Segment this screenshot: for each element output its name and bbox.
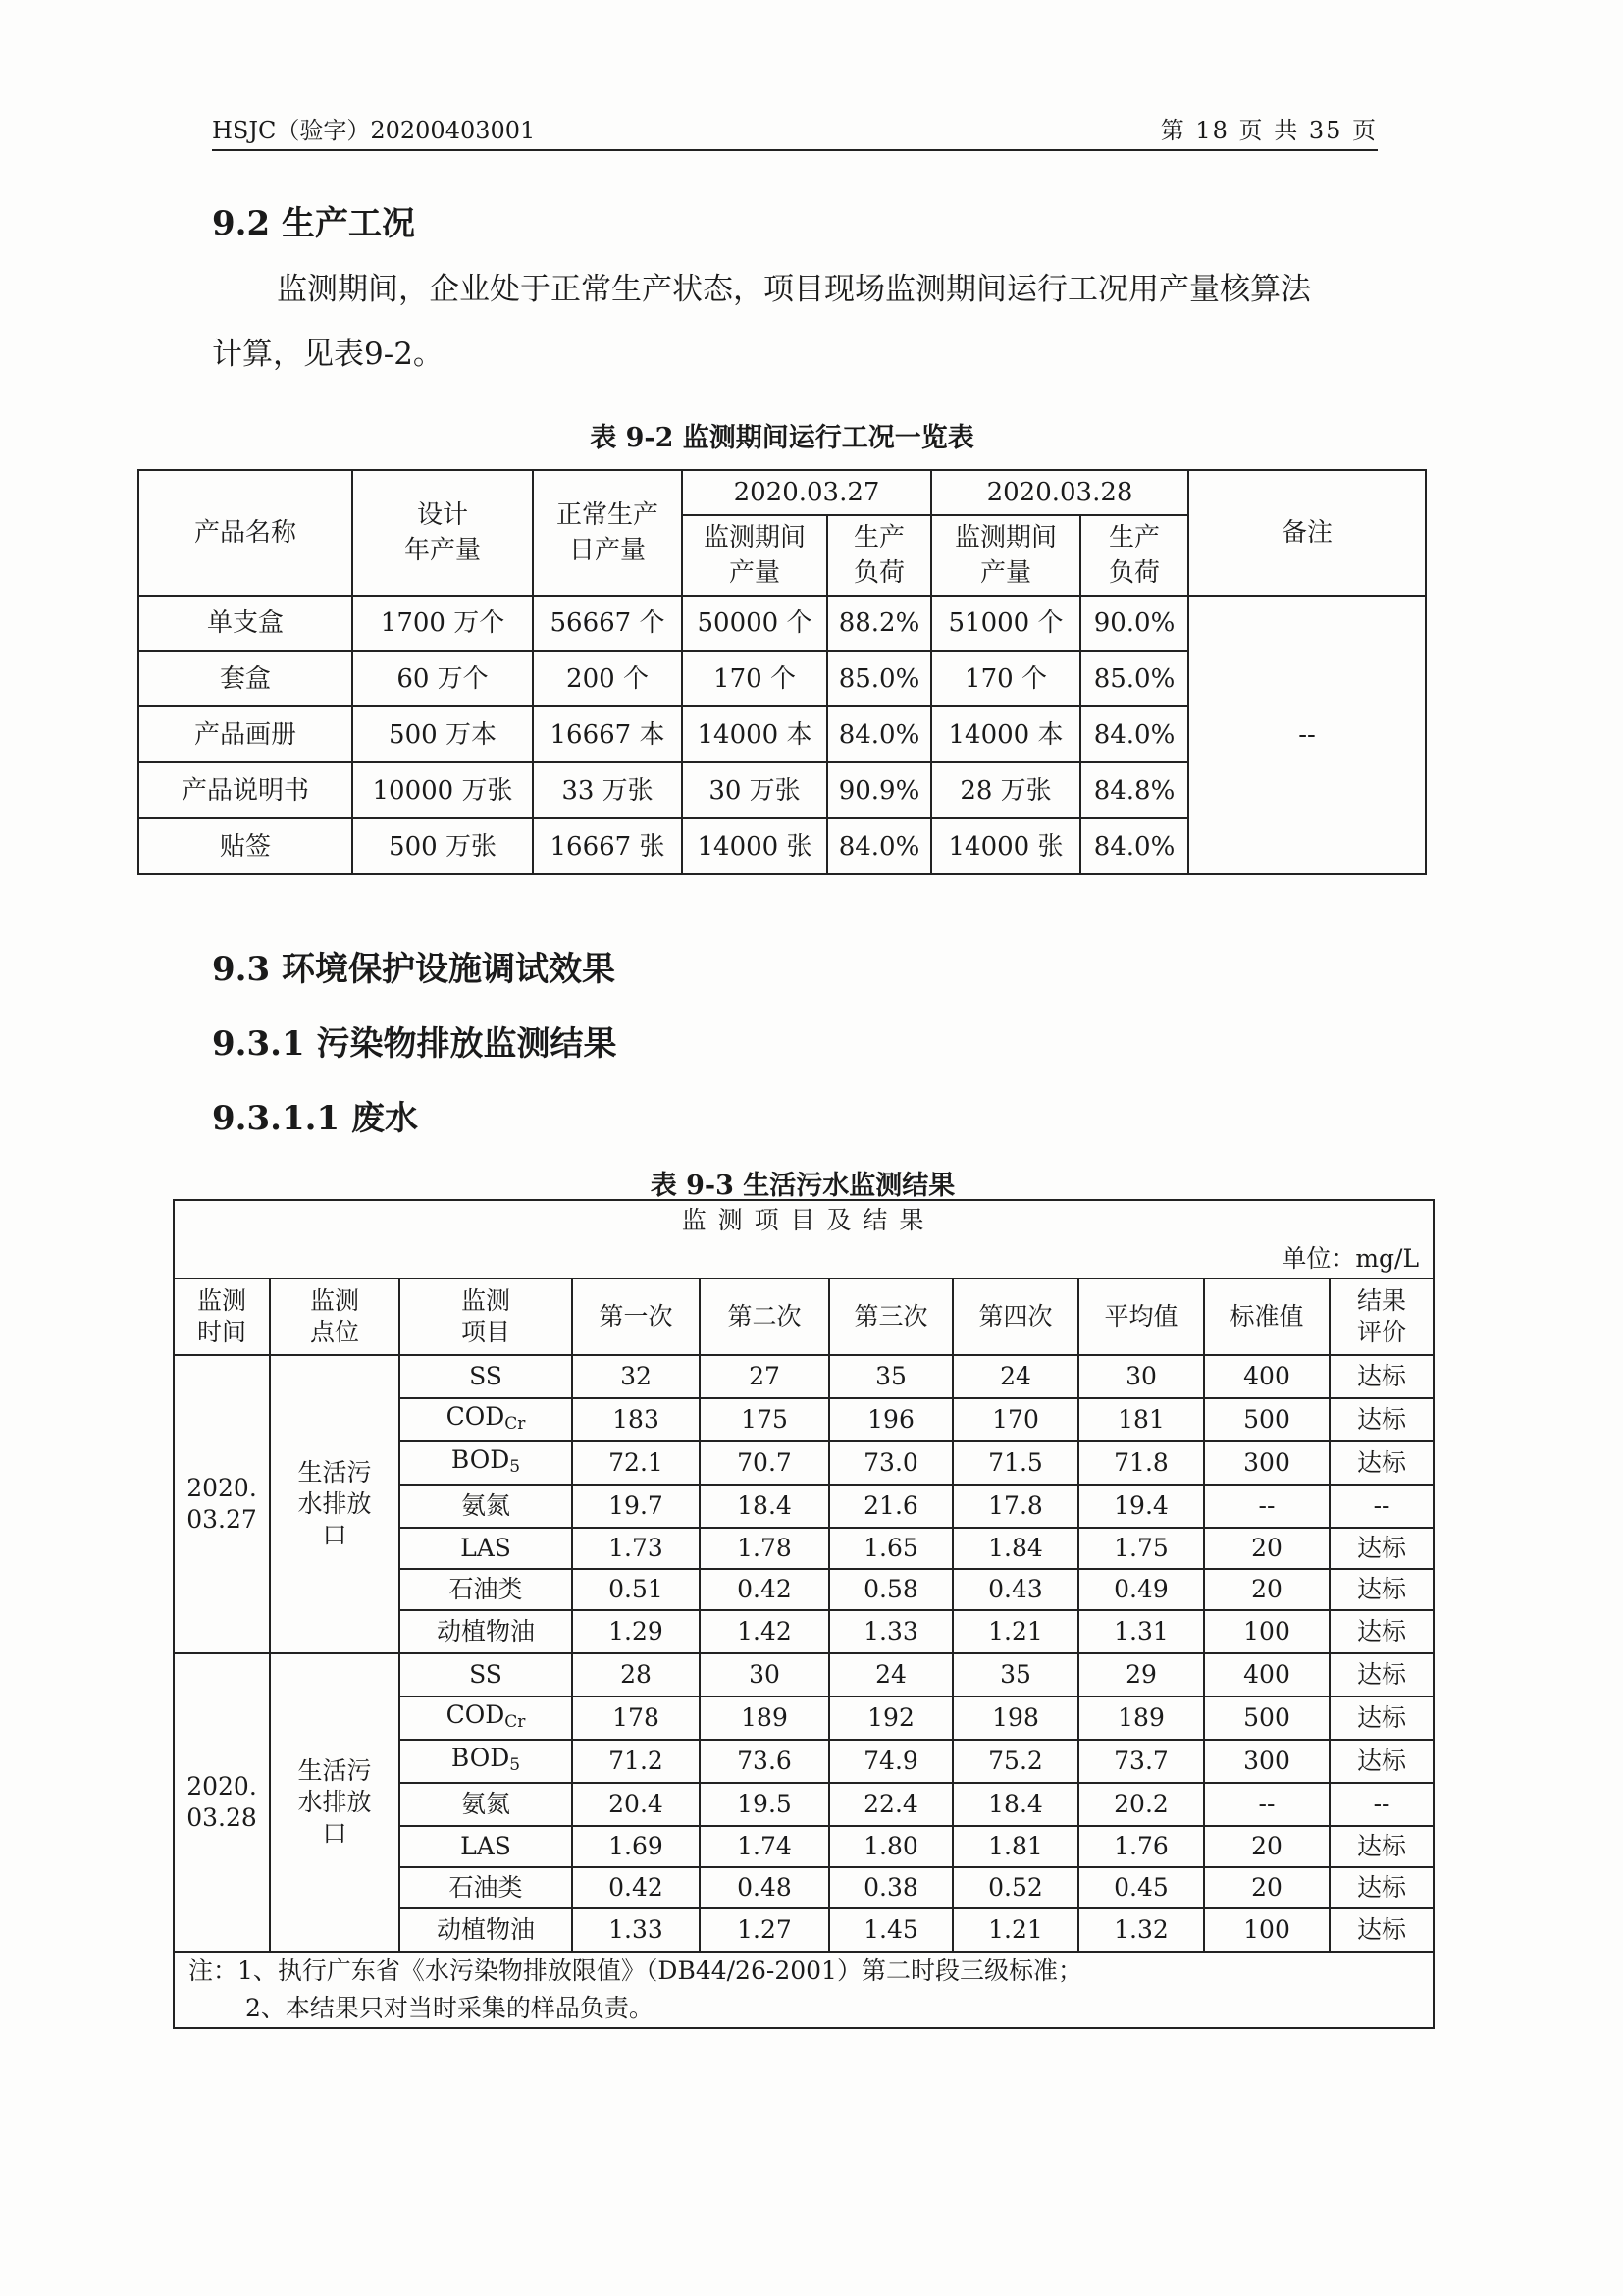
cell-second: 0.48 xyxy=(700,1867,829,1908)
item-name: 动植物油 xyxy=(436,1617,535,1645)
cell-fourth: 170 xyxy=(953,1398,1078,1441)
cell-second: 0.42 xyxy=(700,1569,829,1610)
header-point: 监测 点位 xyxy=(270,1278,399,1355)
table-9-3 xyxy=(173,1199,1435,2029)
cell-second: 1.74 xyxy=(700,1826,829,1867)
cell-first: 1.33 xyxy=(572,1908,700,1952)
header-third: 第三次 xyxy=(829,1278,953,1355)
cell-third: 192 xyxy=(829,1696,953,1740)
cell-product: 产品说明书 xyxy=(138,762,352,818)
item-subscript: 5 xyxy=(509,1456,521,1477)
cell-standard: 20 xyxy=(1204,1528,1330,1569)
cell-second: 1.78 xyxy=(700,1528,829,1569)
cell-second: 27 xyxy=(700,1355,829,1398)
cell-fourth: 1.81 xyxy=(953,1826,1078,1867)
paragraph-line-1: 监测期间，企业处于正常生产状态，项目现场监测期间运行工况用产量核算法 xyxy=(277,272,1311,307)
header-second: 第二次 xyxy=(700,1278,829,1355)
unit-label: 单位：mg/L xyxy=(174,1239,1434,1278)
table-9-3-caption: 表 9-3 生活污水监测结果 xyxy=(650,1171,956,1201)
cell-first: 20.4 xyxy=(572,1783,700,1826)
header-first: 第一次 xyxy=(572,1278,700,1355)
cell-fourth: 198 xyxy=(953,1696,1078,1740)
cell-design: 500 万本 xyxy=(352,706,533,762)
cell-design: 60 万个 xyxy=(352,651,533,706)
item-subscript: Cr xyxy=(504,1413,526,1434)
cell-average: 189 xyxy=(1078,1696,1204,1740)
cell-load-1: 85.0% xyxy=(827,651,931,706)
cell-remark: -- xyxy=(1188,596,1426,874)
cell-fourth: 1.84 xyxy=(953,1528,1078,1569)
header-output-1: 监测期间 产量 xyxy=(682,515,827,596)
cell-average: 20.2 xyxy=(1078,1783,1204,1826)
cell-first: 1.73 xyxy=(572,1528,700,1569)
header-normal-daily-output: 正常生产 日产量 xyxy=(533,470,682,596)
cell-third: 0.58 xyxy=(829,1569,953,1610)
table-row xyxy=(174,1653,1434,1696)
cell-load-2: 85.0% xyxy=(1080,651,1188,706)
cell-fourth: 1.21 xyxy=(953,1610,1078,1653)
cell-design: 1700 万个 xyxy=(352,596,533,651)
cell-fourth: 35 xyxy=(953,1653,1078,1696)
item-name: SS xyxy=(469,1660,502,1689)
cell-second: 1.27 xyxy=(700,1908,829,1952)
cell-standard: 20 xyxy=(1204,1867,1330,1908)
cell-average: 1.75 xyxy=(1078,1528,1204,1569)
cell-first: 1.29 xyxy=(572,1610,700,1653)
item-name: COD xyxy=(445,1401,505,1431)
cell-standard: 500 xyxy=(1204,1696,1330,1740)
cell-evaluation: -- xyxy=(1330,1783,1434,1826)
cell-average: 73.7 xyxy=(1078,1740,1204,1783)
section-title-9-2: 9.2 生产工况 xyxy=(212,204,415,243)
cell-load-2: 84.0% xyxy=(1080,706,1188,762)
item-name: 动植物油 xyxy=(436,1915,535,1944)
cell-evaluation: 达标 xyxy=(1330,1569,1434,1610)
item-name: BOD xyxy=(450,1743,510,1772)
cell-load-1: 90.9% xyxy=(827,762,931,818)
cell-item xyxy=(399,1355,572,1398)
cell-average: 0.45 xyxy=(1078,1867,1204,1908)
cell-point: 生活污 水排放 口 xyxy=(270,1355,399,1653)
item-subscript: Cr xyxy=(504,1711,526,1732)
item-name: BOD xyxy=(450,1444,510,1474)
cell-second: 189 xyxy=(700,1696,829,1740)
cell-third: 22.4 xyxy=(829,1783,953,1826)
cell-product: 贴签 xyxy=(138,818,352,874)
header-evaluation: 结果 评价 xyxy=(1330,1278,1434,1355)
cell-third: 21.6 xyxy=(829,1485,953,1528)
cell-evaluation: 达标 xyxy=(1330,1826,1434,1867)
cell-evaluation: 达标 xyxy=(1330,1355,1434,1398)
header-design-output: 设计 年产量 xyxy=(352,470,533,596)
table-notes xyxy=(174,1952,1434,2028)
item-subscript: 5 xyxy=(509,1754,521,1775)
cell-load-2: 84.8% xyxy=(1080,762,1188,818)
cell-time: 2020. 03.27 xyxy=(174,1355,270,1653)
cell-output-1: 14000 本 xyxy=(682,706,827,762)
cell-item xyxy=(399,1826,572,1867)
cell-average: 181 xyxy=(1078,1398,1204,1441)
note-1: 注：1、执行广东省《水污染物排放限值》（DB44/26-2001）第二时段三级标准； xyxy=(188,1957,1082,1985)
cell-first: 32 xyxy=(572,1355,700,1398)
cell-output-2: 14000 张 xyxy=(931,818,1080,874)
cell-third: 1.45 xyxy=(829,1908,953,1952)
cell-second: 70.7 xyxy=(700,1441,829,1485)
cell-item xyxy=(399,1569,572,1610)
cell-load-1: 84.0% xyxy=(827,706,931,762)
cell-time: 2020. 03.28 xyxy=(174,1653,270,1952)
section-title-9-3-1-1: 9.3.1.1 废水 xyxy=(212,1099,418,1138)
cell-average: 1.76 xyxy=(1078,1826,1204,1867)
item-name: 石油类 xyxy=(448,1575,523,1603)
item-name: 石油类 xyxy=(448,1873,523,1902)
header-standard: 标准值 xyxy=(1204,1278,1330,1355)
header-load-1: 生产 负荷 xyxy=(827,515,931,596)
item-name: 氨氮 xyxy=(460,1790,510,1818)
cell-item xyxy=(399,1740,572,1783)
cell-standard: 20 xyxy=(1204,1826,1330,1867)
cell-average: 0.49 xyxy=(1078,1569,1204,1610)
cell-evaluation: 达标 xyxy=(1330,1398,1434,1441)
paragraph-line-2: 计算，见表9-2。 xyxy=(212,337,444,372)
cell-first: 71.2 xyxy=(572,1740,700,1783)
item-name: COD xyxy=(445,1699,505,1729)
page-number: 第 18 页 共 35 页 xyxy=(1160,117,1378,144)
cell-average: 19.4 xyxy=(1078,1485,1204,1528)
cell-design: 10000 万张 xyxy=(352,762,533,818)
cell-item xyxy=(399,1485,572,1528)
note-2: 2、本结果只对当时采集的样品负责。 xyxy=(245,1994,654,2022)
table-row xyxy=(174,1355,1434,1398)
cell-third: 196 xyxy=(829,1398,953,1441)
table-title-row: 监 测 项 目 及 结 果 xyxy=(174,1200,1434,1239)
cell-first: 183 xyxy=(572,1398,700,1441)
cell-standard: 400 xyxy=(1204,1355,1330,1398)
cell-second: 1.42 xyxy=(700,1610,829,1653)
cell-output-1: 30 万张 xyxy=(682,762,827,818)
cell-normal: 56667 个 xyxy=(533,596,682,651)
section-title-9-3-1: 9.3.1 污染物排放监测结果 xyxy=(212,1024,617,1064)
cell-standard: 400 xyxy=(1204,1653,1330,1696)
cell-standard: 100 xyxy=(1204,1908,1330,1952)
cell-item xyxy=(399,1528,572,1569)
item-name: LAS xyxy=(460,1832,511,1860)
cell-product: 单支盒 xyxy=(138,596,352,651)
cell-item xyxy=(399,1653,572,1696)
header-date-2: 2020.03.28 xyxy=(931,470,1188,515)
header-date-1: 2020.03.27 xyxy=(682,470,931,515)
header-load-2: 生产 负荷 xyxy=(1080,515,1188,596)
cell-evaluation: 达标 xyxy=(1330,1528,1434,1569)
cell-third: 1.80 xyxy=(829,1826,953,1867)
cell-evaluation: 达标 xyxy=(1330,1696,1434,1740)
cell-standard: -- xyxy=(1204,1485,1330,1528)
cell-first: 178 xyxy=(572,1696,700,1740)
cell-standard: 300 xyxy=(1204,1441,1330,1485)
header-average: 平均值 xyxy=(1078,1278,1204,1355)
cell-standard: -- xyxy=(1204,1783,1330,1826)
table-9-2-caption: 表 9-2 监测期间运行工况一览表 xyxy=(590,423,974,453)
cell-second: 19.5 xyxy=(700,1783,829,1826)
header-item: 监测 项目 xyxy=(399,1278,572,1355)
header-fourth: 第四次 xyxy=(953,1278,1078,1355)
cell-third: 73.0 xyxy=(829,1441,953,1485)
cell-evaluation: 达标 xyxy=(1330,1610,1434,1653)
cell-output-1: 170 个 xyxy=(682,651,827,706)
header-product-name: 产品名称 xyxy=(138,470,352,596)
cell-third: 24 xyxy=(829,1653,953,1696)
cell-first: 28 xyxy=(572,1653,700,1696)
cell-standard: 300 xyxy=(1204,1740,1330,1783)
cell-load-2: 84.0% xyxy=(1080,818,1188,874)
cell-load-1: 88.2% xyxy=(827,596,931,651)
cell-third: 1.33 xyxy=(829,1610,953,1653)
cell-average: 29 xyxy=(1078,1653,1204,1696)
cell-product: 产品画册 xyxy=(138,706,352,762)
cell-second: 30 xyxy=(700,1653,829,1696)
cell-fourth: 24 xyxy=(953,1355,1078,1398)
cell-average: 71.8 xyxy=(1078,1441,1204,1485)
header-output-2: 监测期间 产量 xyxy=(931,515,1080,596)
cell-average: 30 xyxy=(1078,1355,1204,1398)
cell-fourth: 18.4 xyxy=(953,1783,1078,1826)
cell-first: 0.42 xyxy=(572,1867,700,1908)
cell-standard: 500 xyxy=(1204,1398,1330,1441)
cell-first: 72.1 xyxy=(572,1441,700,1485)
cell-output-1: 14000 张 xyxy=(682,818,827,874)
cell-second: 73.6 xyxy=(700,1740,829,1783)
cell-fourth: 1.21 xyxy=(953,1908,1078,1952)
cell-average: 1.32 xyxy=(1078,1908,1204,1952)
cell-fourth: 17.8 xyxy=(953,1485,1078,1528)
page-header xyxy=(212,116,1378,151)
cell-first: 1.69 xyxy=(572,1826,700,1867)
cell-evaluation: 达标 xyxy=(1330,1441,1434,1485)
cell-point: 生活污 水排放 口 xyxy=(270,1653,399,1952)
cell-design: 500 万张 xyxy=(352,818,533,874)
cell-fourth: 75.2 xyxy=(953,1740,1078,1783)
cell-output-2: 14000 本 xyxy=(931,706,1080,762)
cell-load-2: 90.0% xyxy=(1080,596,1188,651)
cell-first: 19.7 xyxy=(572,1485,700,1528)
item-name: LAS xyxy=(460,1534,511,1562)
cell-load-1: 84.0% xyxy=(827,818,931,874)
header-remark: 备注 xyxy=(1188,470,1426,596)
cell-item xyxy=(399,1867,572,1908)
item-name: SS xyxy=(469,1362,502,1390)
cell-item xyxy=(399,1908,572,1952)
cell-item xyxy=(399,1783,572,1826)
cell-third: 0.38 xyxy=(829,1867,953,1908)
cell-evaluation: -- xyxy=(1330,1485,1434,1528)
table-9-2 xyxy=(137,469,1427,875)
cell-fourth: 0.43 xyxy=(953,1569,1078,1610)
cell-normal: 16667 本 xyxy=(533,706,682,762)
cell-item xyxy=(399,1441,572,1485)
cell-item xyxy=(399,1398,572,1441)
section-title-9-3: 9.3 环境保护设施调试效果 xyxy=(212,950,615,989)
cell-standard: 20 xyxy=(1204,1569,1330,1610)
cell-third: 1.65 xyxy=(829,1528,953,1569)
cell-item xyxy=(399,1610,572,1653)
cell-evaluation: 达标 xyxy=(1330,1908,1434,1952)
cell-normal: 16667 张 xyxy=(533,818,682,874)
cell-normal: 33 万张 xyxy=(533,762,682,818)
cell-output-2: 51000 个 xyxy=(931,596,1080,651)
cell-fourth: 71.5 xyxy=(953,1441,1078,1485)
cell-standard: 100 xyxy=(1204,1610,1330,1653)
cell-normal: 200 个 xyxy=(533,651,682,706)
cell-third: 35 xyxy=(829,1355,953,1398)
cell-product: 套盒 xyxy=(138,651,352,706)
cell-average: 1.31 xyxy=(1078,1610,1204,1653)
cell-evaluation: 达标 xyxy=(1330,1740,1434,1783)
cell-item xyxy=(399,1696,572,1740)
cell-fourth: 0.52 xyxy=(953,1867,1078,1908)
cell-output-1: 50000 个 xyxy=(682,596,827,651)
cell-second: 175 xyxy=(700,1398,829,1441)
cell-evaluation: 达标 xyxy=(1330,1653,1434,1696)
header-time: 监测 时间 xyxy=(174,1278,270,1355)
item-name: 氨氮 xyxy=(460,1491,510,1520)
cell-output-2: 28 万张 xyxy=(931,762,1080,818)
cell-output-2: 170 个 xyxy=(931,651,1080,706)
cell-first: 0.51 xyxy=(572,1569,700,1610)
report-number: HSJC（验字）20200403001 xyxy=(212,117,536,144)
cell-evaluation: 达标 xyxy=(1330,1867,1434,1908)
cell-second: 18.4 xyxy=(700,1485,829,1528)
cell-third: 74.9 xyxy=(829,1740,953,1783)
